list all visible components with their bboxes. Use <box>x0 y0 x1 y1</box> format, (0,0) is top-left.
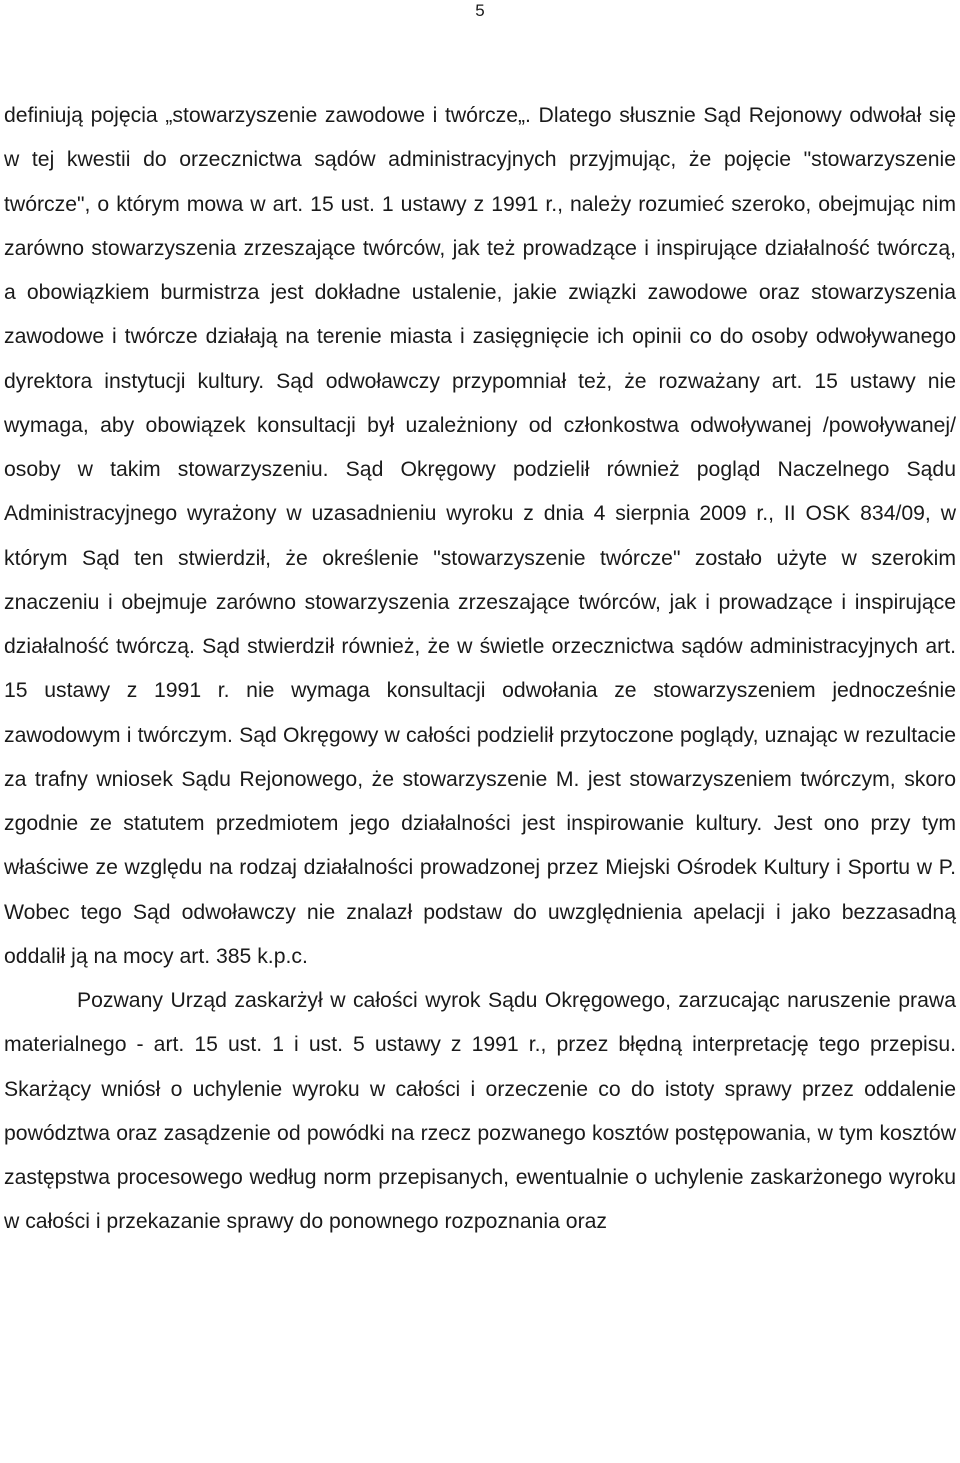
page-number: 5 <box>475 1 485 20</box>
paragraph-appeal: Pozwany Urząd zaskarżył w całości wyrok Sądu Okręgowego, zarzucając naruszenie prawa materialnego - art. 15 ust. 1 i ust. 5 ustawy z 1991 r., przez błędną interpretację tego przepisu. Skarżący wniósł o uchylenie wyroku w całości i orzeczenie co do istoty sprawy przez oddalenie powództwa oraz zasądzenie od powódki na rzecz pozwanego kosztów postępowania, w tym kosztów zastępstwa procesowego według norm przepisanych, ewentualnie o uchylenie zaskarżonego wyroku w całości i przekazanie sprawy do ponownego rozpoznania oraz <box>4 989 956 1234</box>
paragraph-continued: definiują pojęcia „stowarzyszenie zawodowe i twórcze„. Dlatego słusznie Sąd Rejonowy odwołał się w tej kwestii do orzecznictwa sądów administracyjnych przyjmując, że pojęcie "stowarzyszenie twórcze", o którym mowa w art. 15 ust. 1 ustawy z 1991 r., należy rozumieć szeroko, obejmując nim zarówno stowarzyszenia zrzeszające twórców, jak też prowadzące i inspirujące działalność twórczą, a obowiązkiem burmistrza jest dokładne ustalenie, jakie związki zawodowe oraz stowarzyszenia zawodowe i twórcze działają na terenie miasta i zasięgnięcie ich opinii co do osoby odwoływanego dyrektora instytucji kultury. Sąd odwoławczy przypomniał też, że rozważany art. 15 ustawy nie wymaga, aby obowiązek konsultacji był uzależniony od członkostwa odwoływanej /powoływanej/ osoby w takim stowarzyszeniu. Sąd Okręgowy podzielił również pogląd Naczelnego Sądu Administracyjnego wyrażony w uzasadnieniu wyroku z dnia 4 sierpnia 2009 r., II OSK 834/09, w którym Sąd ten stwierdził, że określenie "stowarzyszenie twórcze" zostało użyte w szerokim znaczeniu i obejmuje zarówno stowarzyszenia zrzeszające twórców, jak i prowadzące i inspirujące działalność twórczą. Sąd stwierdził również, że w świetle orzecznictwa sądów administracyjnych art. 15 ustawy z 1991 r. nie wymaga konsultacji odwołania ze stowarzyszeniem jednocześnie zawodowym i twórczym. Sąd Okręgowy w całości podzielił przytoczone poglądy, uznając w rezultacie za trafny wniosek Sądu Rejonowego, że stowarzyszenie M. jest stowarzyszeniem twórczym, skoro zgodnie ze statutem przedmiotem jego działalności jest inspirowanie kultury. Jest ono przy tym właściwe ze względu na rodzaj działalności prowadzonej przez Miejski Ośrodek Kultury i Sportu w P. Wobec tego Sąd odwoławczy nie znalazł podstaw do uwzględnienia apelacji i jako bezzasadną oddalił ją na mocy art. 385 k.p.c. <box>4 104 956 968</box>
document-body <box>4 94 956 1245</box>
